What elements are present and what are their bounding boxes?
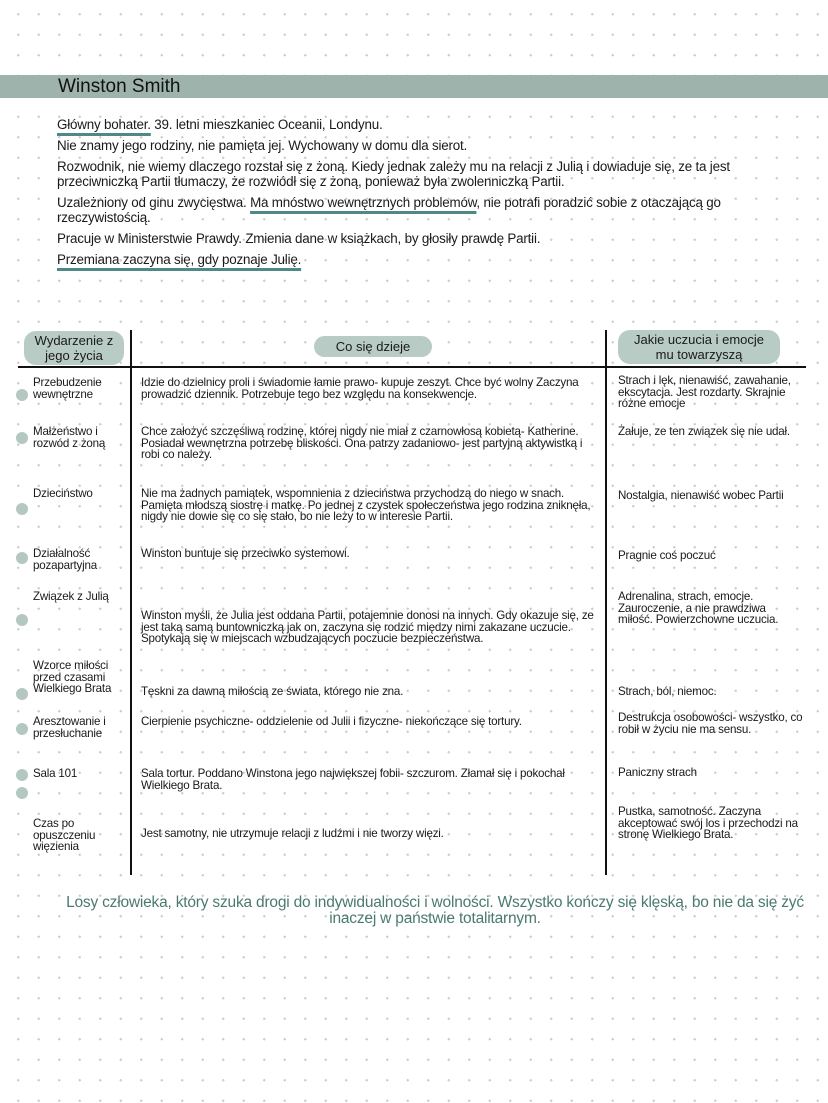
event-cell: Działalność pozapartyjna [33,547,97,572]
what-cell: Cierpienie psychiczne- oddzielenie od Julii i fizyczne- niekończące się tortury. [141,715,522,728]
event-cell: Wzorce miłości przed czasami Wielkiego Brata [33,659,112,695]
what-cell: Winston buntuje się przeciwko systemowi. [141,547,350,560]
bullet-dot-icon [16,723,28,735]
bullet-dot-icon [16,787,28,799]
bullet-dot-icon [16,389,28,401]
intro-p5: Pracuje w Ministerstwie Prawdy. Zmienia dane w książkach, by głosiły prawdę Partii. [57,231,541,246]
event-cell: Związek z Julią [33,590,109,603]
bullet-dot-icon [16,552,28,564]
what-cell: Chce założyć szczęśliwą rodzinę, której nigdy nie miał z czarnowłosą kobietą- Katherine. Posiadał wewnętrzna potrzebę bliskości. Ona patrzy zadaniowo- jest partyjną aktywistką i robi co należy. [141,425,583,461]
feelings-cell: Nostalgia, nienawiść wobec Partii [618,489,784,502]
bullet-dot-icon [16,688,28,700]
bullet-dot-icon [16,503,28,515]
feelings-cell: Żałuje, ze ten związek się nie udał. [618,425,790,438]
intro-p4 [57,195,777,225]
table-header-divider [18,366,806,368]
intro-section [57,117,777,273]
feelings-cell: Destrukcja osobowości- wszystko, co robił w życiu nie ma sensu. [618,711,803,736]
bullet-dot-icon [16,769,28,781]
column-divider [130,330,132,875]
feelings-cell: Pragnie coś poczuć [618,549,716,562]
underlined-text: Przemiana zaczyna się, gdy poznaje Julię. [57,252,302,267]
underlined-text: Główny bohater. [57,117,151,132]
summary: Losy człowieka, który szuka drogi do indywidualności i wolności. Wszystko kończy się klęską, bo nie da się żyć inaczej w państwie totalitarnym. [66,894,804,927]
page-title: Winston Smith [58,76,181,97]
event-cell: Sala 101 [33,767,78,780]
what-cell: Idzie do dzielnicy proli i świadomie łamie prawo- kupuje zeszyt. Chce być wolny Zaczyna prowadzić dziennik. Potrzebuje tego bez względu na konsekwencje. [141,376,579,401]
intro-p1 [57,117,777,132]
text: , nie potrafi poradzić sobie z otaczającą go rzeczywistością. [57,195,721,225]
header-what: Co się dzieje [314,336,432,357]
underlined-text: Ma mnóstwo wewnętrznych problemów [250,195,477,210]
what-cell: Jest samotny, nie utrzymuje relacji z ludźmi i nie tworzy więzi. [141,827,444,840]
bullet-dot-icon [16,432,28,444]
bullet-dot-icon [16,614,28,626]
header-event: Wydarzenie z jego życia [24,331,124,365]
feelings-cell: Pustka, samotność. Zaczyna akceptować swój los i przechodzi na stronę Wielkiego Brata. [618,805,798,841]
event-cell: Dzieciństwo [33,487,93,500]
event-cell: Czas po opuszczeniu więzienia [33,817,96,853]
feelings-cell: Adrenalina, strach, emocje. Zauroczenie, a nie prawdziwa miłość. Powierzchowne uczucia. [618,590,779,626]
event-cell: Aresztowanie i przesłuchanie [33,715,106,740]
what-cell: Winston myśli, że Julia jest oddana Partii, potajemnie donosi na innych. Gdy okazuje się, ze jest taką samą buntowniczką jak on, zaczyna się rodzić między nimi zakazane uczucie. Spotykają się w miejscach wzbudzających poczucie bezpieczeństwa. [141,609,594,645]
what-cell: Sala tortur. Poddano Winstona jego największej fobii- szczurom. Złamał się i pokochał Wielkiego Brata. [141,767,565,792]
header-feelings: Jakie uczucia i emocje mu towarzyszą [618,330,780,364]
what-cell: Nie ma żadnych pamiątek, wspomnienia z dzieciństwa przychodzą do niego w snach. Pamięta młodszą siostrę i matkę. Po jednej z czystek społeczeństwa jego rodzina zniknęła, nigdy nie dowie się co się stało, bo nie leży to w interesie Partii. [141,487,591,523]
feelings-cell: Paniczny strach [618,766,697,779]
event-cell: Małżeństwo i rozwód z żoną [33,425,106,450]
intro-p3: Rozwodnik, nie wiemy dlaczego rozstał się z żoną. Kiedy jednak zależy mu na relacji z Julią i dowiaduje się, ze ta jest przeciwniczką Partii tłumaczy, że rozwiódł się z żoną, ponieważ była zwolenniczką Partii. [57,159,730,189]
feelings-cell: Strach, ból, niemoc. [618,685,717,698]
feelings-cell: Strach i lęk, nienawiść, zawahanie, ekscytacja. Jest rozdarty. Skrajnie różne emocje [618,374,791,410]
event-cell: Przebudzenie wewnętrzne [33,376,102,401]
text: 39. letni mieszkaniec Oceanii, Londynu. [150,117,383,132]
column-divider [605,330,607,875]
intro-p2: Nie znamy jego rodziny, nie pamięta jej. Wychowany w domu dla sierot. [57,138,468,153]
intro-p6 [57,252,777,267]
text: Uzależniony od ginu zwycięstwa. [57,195,251,210]
what-cell: Tęskni za dawną miłością ze świata, którego nie zna. [141,685,404,698]
